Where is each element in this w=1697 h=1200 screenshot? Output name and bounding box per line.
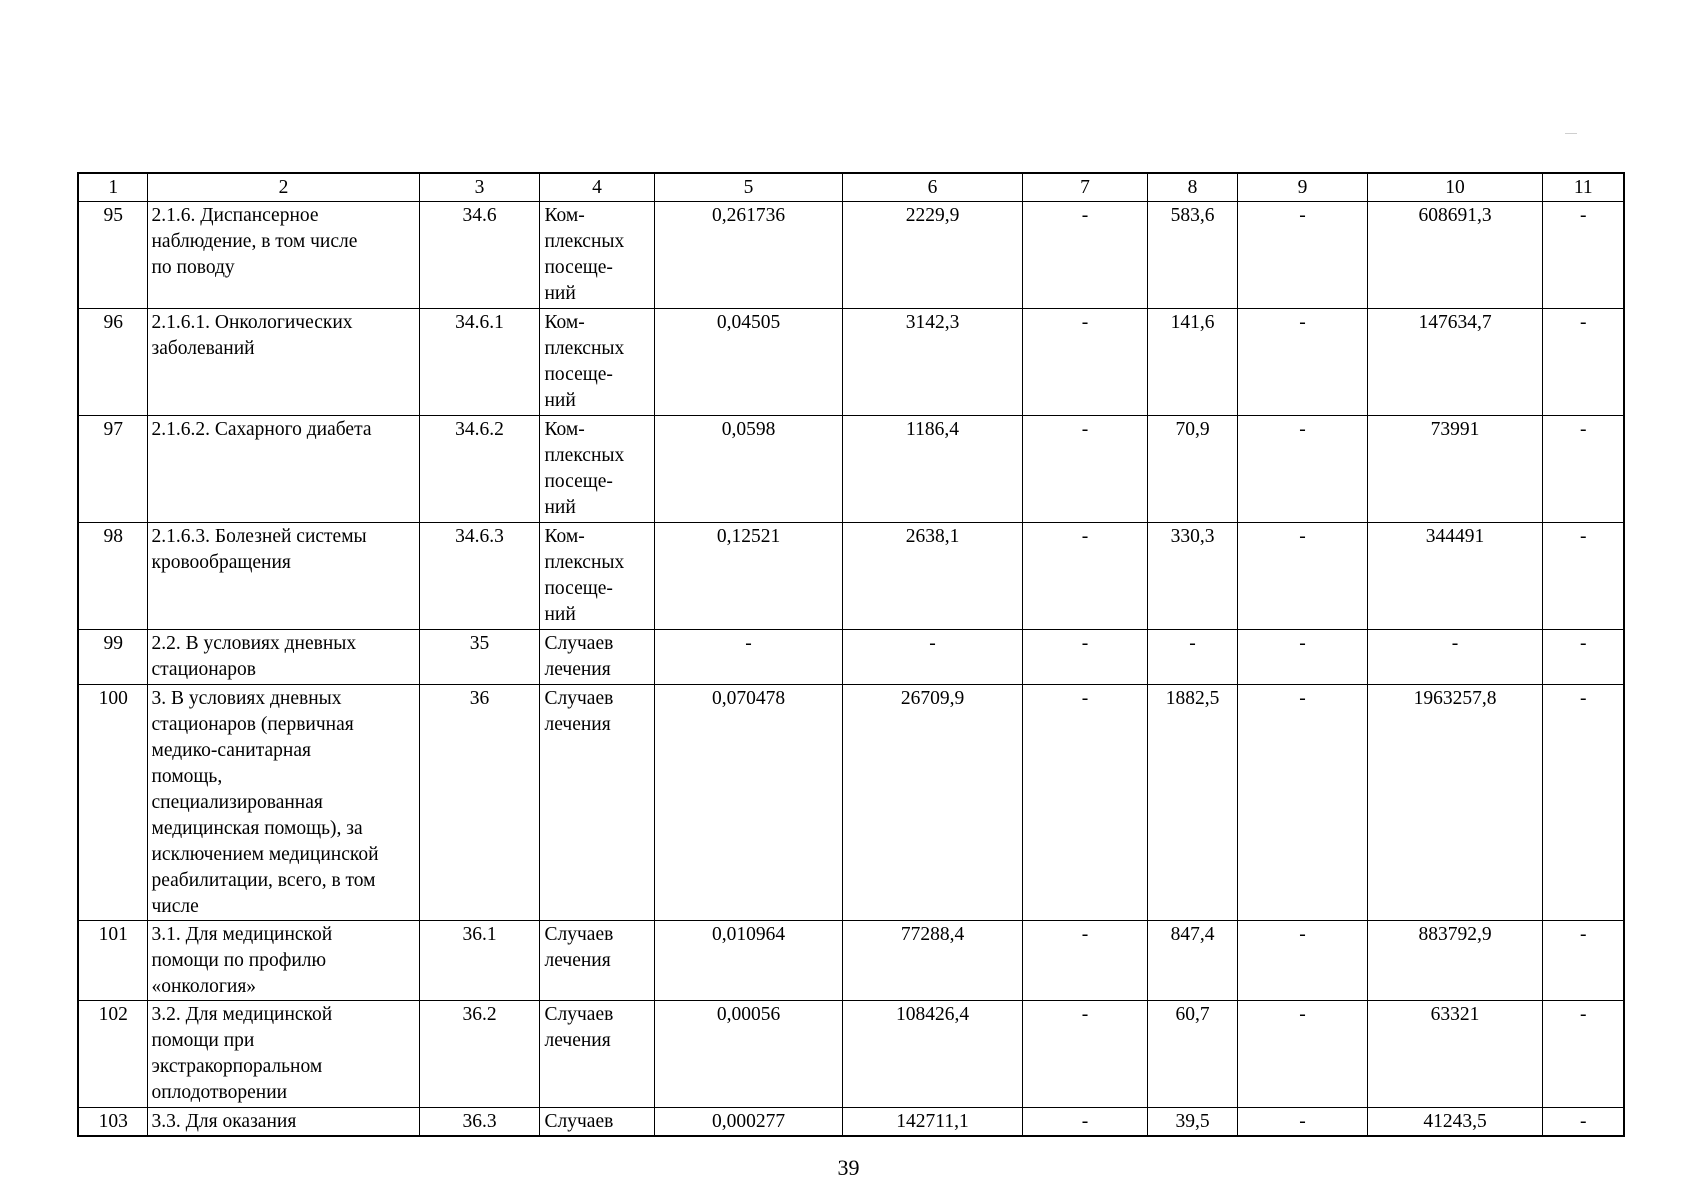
col9-cell: - (1237, 630, 1367, 685)
unit-line: Случаев (544, 924, 614, 945)
col11-cell: - (1542, 921, 1624, 1001)
line-code-cell: 34.6.1 (419, 309, 539, 416)
indicator-name-line: числе (151, 896, 199, 917)
scan-speck (1565, 133, 1577, 134)
col5-cell: 0,261736 (654, 202, 842, 309)
column-number-header: 3 (419, 173, 539, 202)
col7-cell: - (1022, 1108, 1147, 1137)
row-number-cell: 102 (78, 1001, 147, 1108)
unit-line: плексных (544, 338, 625, 359)
row-number-cell: 97 (78, 416, 147, 523)
col9-cell: - (1237, 202, 1367, 309)
col5-cell: 0,010964 (654, 921, 842, 1001)
col11-cell: - (1542, 523, 1624, 630)
col8-cell: 583,6 (1147, 202, 1237, 309)
col8-cell: 141,6 (1147, 309, 1237, 416)
col5-cell: 0,04505 (654, 309, 842, 416)
col9-cell: - (1237, 416, 1367, 523)
row-number-cell: 100 (78, 685, 147, 921)
unit-cell (539, 309, 654, 416)
col9-cell: - (1237, 1001, 1367, 1108)
column-number-header: 9 (1237, 173, 1367, 202)
unit-cell (539, 202, 654, 309)
col10-cell: 73991 (1367, 416, 1542, 523)
indicator-name-line: 2.1.6.2. Сахарного диабета (151, 419, 372, 440)
col5-cell: 0,00056 (654, 1001, 842, 1108)
indicator-name-line: 2.1.6.1. Онкологических (151, 312, 353, 333)
unit-line: ний (544, 604, 576, 625)
unit-line: лечения (544, 714, 611, 735)
indicator-name-cell (147, 921, 419, 1001)
col7-cell: - (1022, 416, 1147, 523)
table-row (78, 523, 1624, 630)
unit-line: лечения (544, 659, 611, 680)
indicator-name-cell (147, 685, 419, 921)
indicator-name-line: стационаров (151, 659, 256, 680)
indicator-name-line: 2.2. В условиях дневных (151, 633, 357, 654)
line-code-cell: 36.2 (419, 1001, 539, 1108)
unit-line: Случаев (544, 633, 614, 654)
table-row (78, 630, 1624, 685)
indicator-name-cell (147, 1001, 419, 1108)
col7-cell: - (1022, 309, 1147, 416)
col11-cell: - (1542, 1001, 1624, 1108)
indicator-name-cell (147, 202, 419, 309)
indicator-name-line: «онкология» (151, 976, 257, 997)
indicator-name-line: оплодотворении (151, 1082, 288, 1103)
indicator-name-line: 3.1. Для медицинской (151, 924, 333, 945)
col5-cell: - (654, 630, 842, 685)
indicator-name-line: медицинская помощь), за (151, 818, 363, 839)
unit-line: посеще- (544, 471, 613, 492)
col5-cell: 0,0598 (654, 416, 842, 523)
unit-line: плексных (544, 231, 625, 252)
unit-line: плексных (544, 445, 625, 466)
indicator-name-cell (147, 630, 419, 685)
indicator-name-line: 3.3. Для оказания (151, 1111, 297, 1132)
unit-line: Случаев (544, 1111, 614, 1132)
column-number-header: 5 (654, 173, 842, 202)
indicator-name-line: кровообращения (151, 552, 291, 573)
col6-cell: 2229,9 (842, 202, 1022, 309)
indicator-name-line: наблюдение, в том числе (151, 231, 358, 252)
table-row (78, 1108, 1624, 1137)
unit-cell (539, 685, 654, 921)
table-row (78, 416, 1624, 523)
indicator-name-cell (147, 523, 419, 630)
col7-cell: - (1022, 921, 1147, 1001)
col6-cell: - (842, 630, 1022, 685)
indicator-name-line: реабилитации, всего, в том (151, 870, 376, 891)
indicator-name-line: стационаров (первичная (151, 714, 354, 735)
row-number-cell: 101 (78, 921, 147, 1001)
table-row (78, 1001, 1624, 1108)
indicator-name-line: помощи по профилю (151, 950, 327, 971)
unit-line: ний (544, 390, 576, 411)
col10-cell: 1963257,8 (1367, 685, 1542, 921)
indicator-name-line: 2.1.6.3. Болезней системы (151, 526, 367, 547)
col10-cell: 883792,9 (1367, 921, 1542, 1001)
table-row (78, 309, 1624, 416)
col10-cell: 344491 (1367, 523, 1542, 630)
col6-cell: 108426,4 (842, 1001, 1022, 1108)
row-number-cell: 98 (78, 523, 147, 630)
col8-cell: 70,9 (1147, 416, 1237, 523)
unit-line: ний (544, 283, 576, 304)
unit-line: Ком- (544, 419, 585, 440)
col11-cell: - (1542, 630, 1624, 685)
header-row (78, 173, 1624, 202)
indicator-name-cell (147, 416, 419, 523)
table-body (78, 173, 1624, 1136)
row-number-cell: 96 (78, 309, 147, 416)
unit-line: Случаев (544, 688, 614, 709)
column-number-header: 7 (1022, 173, 1147, 202)
unit-cell (539, 523, 654, 630)
col7-cell: - (1022, 685, 1147, 921)
col10-cell: 63321 (1367, 1001, 1542, 1108)
indicator-name-line: заболеваний (151, 338, 255, 359)
col6-cell: 26709,9 (842, 685, 1022, 921)
unit-cell (539, 416, 654, 523)
col11-cell: - (1542, 1108, 1624, 1137)
indicator-name-line: специализированная (151, 792, 323, 813)
unit-line: лечения (544, 950, 611, 971)
col8-cell: 847,4 (1147, 921, 1237, 1001)
col7-cell: - (1022, 1001, 1147, 1108)
table-row (78, 685, 1624, 921)
indicator-name-line: 3. В условиях дневных (151, 688, 342, 709)
col10-cell: 147634,7 (1367, 309, 1542, 416)
col7-cell: - (1022, 202, 1147, 309)
indicator-name-line: помощи при (151, 1030, 255, 1051)
table-row (78, 202, 1624, 309)
column-number-header: 8 (1147, 173, 1237, 202)
unit-cell (539, 630, 654, 685)
col8-cell: - (1147, 630, 1237, 685)
indicator-name-line: медико-санитарная (151, 740, 311, 761)
unit-cell (539, 1001, 654, 1108)
indicator-name-line: 2.1.6. Диспансерное (151, 205, 319, 226)
col8-cell: 60,7 (1147, 1001, 1237, 1108)
col6-cell: 1186,4 (842, 416, 1022, 523)
indicator-name-line: 3.2. Для медицинской (151, 1004, 333, 1025)
indicator-name-cell (147, 309, 419, 416)
unit-cell (539, 921, 654, 1001)
indicator-name-line: экстракорпоральном (151, 1056, 323, 1077)
unit-line: Ком- (544, 312, 585, 333)
col10-cell: - (1367, 630, 1542, 685)
column-number-header: 10 (1367, 173, 1542, 202)
col11-cell: - (1542, 685, 1624, 921)
data-table (77, 172, 1625, 1137)
col8-cell: 330,3 (1147, 523, 1237, 630)
col6-cell: 2638,1 (842, 523, 1022, 630)
col8-cell: 1882,5 (1147, 685, 1237, 921)
indicator-name-cell (147, 1108, 419, 1137)
col11-cell: - (1542, 202, 1624, 309)
col7-cell: - (1022, 523, 1147, 630)
unit-line: лечения (544, 1030, 611, 1051)
indicator-name-line: помощь, (151, 766, 223, 787)
page-number: 39 (837, 1155, 860, 1180)
indicator-name-line: по поводу (151, 257, 235, 278)
line-code-cell: 36.1 (419, 921, 539, 1001)
col9-cell: - (1237, 523, 1367, 630)
col5-cell: 0,000277 (654, 1108, 842, 1137)
line-code-cell: 35 (419, 630, 539, 685)
col11-cell: - (1542, 309, 1624, 416)
col10-cell: 608691,3 (1367, 202, 1542, 309)
col10-cell: 41243,5 (1367, 1108, 1542, 1137)
column-number-header: 1 (78, 173, 147, 202)
unit-cell (539, 1108, 654, 1137)
unit-line: Случаев (544, 1004, 614, 1025)
column-number-header: 4 (539, 173, 654, 202)
col9-cell: - (1237, 685, 1367, 921)
col9-cell: - (1237, 309, 1367, 416)
col6-cell: 3142,3 (842, 309, 1022, 416)
line-code-cell: 36 (419, 685, 539, 921)
unit-line: плексных (544, 552, 625, 573)
col11-cell: - (1542, 416, 1624, 523)
indicator-name-line: исключением медицинской (151, 844, 379, 865)
col5-cell: 0,070478 (654, 685, 842, 921)
line-code-cell: 34.6 (419, 202, 539, 309)
column-number-header: 11 (1542, 173, 1624, 202)
unit-line: ний (544, 497, 576, 518)
unit-line: Ком- (544, 526, 585, 547)
line-code-cell: 34.6.2 (419, 416, 539, 523)
table-row (78, 921, 1624, 1001)
col5-cell: 0,12521 (654, 523, 842, 630)
col7-cell: - (1022, 630, 1147, 685)
col6-cell: 77288,4 (842, 921, 1022, 1001)
col9-cell: - (1237, 1108, 1367, 1137)
line-code-cell: 36.3 (419, 1108, 539, 1137)
row-number-cell: 103 (78, 1108, 147, 1137)
unit-line: посеще- (544, 364, 613, 385)
column-number-header: 2 (147, 173, 419, 202)
unit-line: посеще- (544, 578, 613, 599)
col8-cell: 39,5 (1147, 1108, 1237, 1137)
unit-line: посеще- (544, 257, 613, 278)
line-code-cell: 34.6.3 (419, 523, 539, 630)
row-number-cell: 95 (78, 202, 147, 309)
unit-line: Ком- (544, 205, 585, 226)
col6-cell: 142711,1 (842, 1108, 1022, 1137)
row-number-cell: 99 (78, 630, 147, 685)
column-number-header: 6 (842, 173, 1022, 202)
col9-cell: - (1237, 921, 1367, 1001)
